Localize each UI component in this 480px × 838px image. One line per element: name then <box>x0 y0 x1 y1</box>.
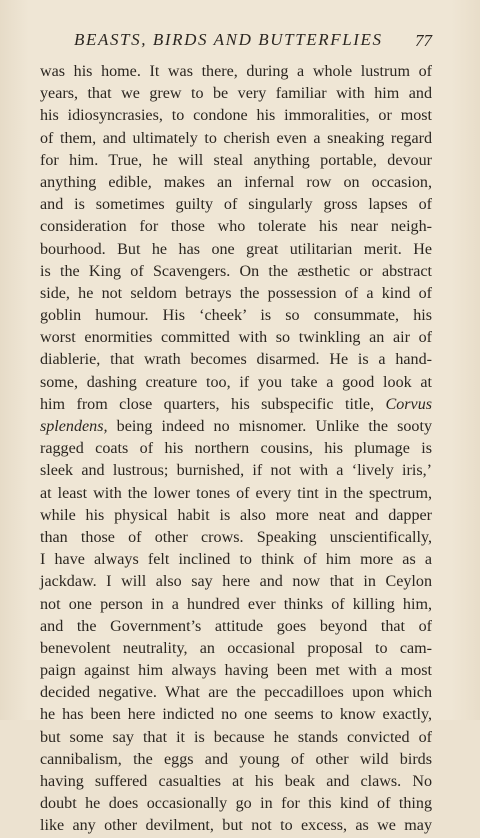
text-segment: him from close quarters, his subspecific title, <box>40 395 375 413</box>
text-line: but some say that it is because he stands convicted of <box>40 728 432 746</box>
text-line: some, dashing creature too, if you take a good look at <box>40 373 432 391</box>
text-line: than those of other crows. Speaking unscientifically, <box>40 528 432 546</box>
text-line: benevolent neutrality, an occasional proposal to cam- <box>40 639 432 657</box>
text-line: years, that we grew to be very familiar with him and <box>40 85 432 103</box>
text-line: doubt he does occasionally go in for this kind of thing <box>40 795 432 813</box>
body-text <box>40 61 432 838</box>
text-line: side, he not seldom betrays the possession of a kind of <box>40 284 432 302</box>
text-segment: being indeed no misnomer. Unlike the sooty <box>116 418 432 435</box>
text-line: his idiosyncrasies, to condone his immoralities, or most <box>40 107 432 125</box>
text-line-with-italic <box>40 416 432 438</box>
text-line: for him. True, he will steal anything portable, devour <box>40 151 432 169</box>
text-line: like any other devilment, but not to excess, as we may <box>40 817 432 835</box>
text-line: is the King of Scavengers. On the æsthetic or abstract <box>40 262 432 280</box>
text-line: and the Government’s attitude goes beyond that of <box>40 617 432 635</box>
text-line: paign against him always having been met with a most <box>40 662 432 680</box>
text-line: he has been here indicted no one seems to know exactly, <box>40 706 432 724</box>
text-line: ragged coats of his northern cousins, his plumage is <box>40 440 432 458</box>
text-line: goblin humour. His ‘cheek’ is so consummate, his <box>40 307 432 325</box>
text-line: having suffered casualties at his beak and claws. No <box>40 773 432 790</box>
text-line: and is sometimes guilty of singularly gross lapses of <box>40 196 432 214</box>
running-head-title: BEASTS, BIRDS AND BUTTERFLIES <box>74 30 383 49</box>
italic-term-corvus: Corvus <box>385 395 432 413</box>
text-line: decided negative. What are the peccadilloes upon which <box>40 684 432 702</box>
page-number: 77 <box>415 31 432 50</box>
text-line: while his physical habit is also more neat and dapper <box>40 506 432 524</box>
text-line: jackdaw. I will also say here and now that in Ceylon <box>40 573 432 591</box>
text-line: not one person in a hundred ever thinks of killing him, <box>40 595 432 613</box>
text-line: I have always felt inclined to think of him more as a <box>40 551 432 569</box>
text-line: consideration for those who tolerate his near neigh- <box>40 218 432 236</box>
text-line: cannibalism, the eggs and young of other wild birds <box>40 750 432 768</box>
text-line: bourhood. But he has one great utilitarian merit. He <box>40 240 432 258</box>
text-line: at least with the lower tones of every tint in the spectrum, <box>40 484 432 502</box>
text-line: diablerie, that wrath becomes disarmed. He is a hand- <box>40 351 432 369</box>
text-line: anything edible, makes an infernal row on occasion, <box>40 173 432 191</box>
text-line: worst enormities committed with so twinkling an air of <box>40 329 432 347</box>
text-line: sleek and lustrous; burnished, if not with a ‘lively iris,’ <box>40 462 432 480</box>
text-line: was his home. It was there, during a whole lustrum of <box>40 63 432 80</box>
text-line: of them, and ultimately to cherish even a sneaking regard <box>40 129 432 147</box>
text-line-with-italic <box>40 394 432 416</box>
running-head <box>40 30 432 52</box>
italic-term-splendens: splendens, <box>40 418 108 435</box>
